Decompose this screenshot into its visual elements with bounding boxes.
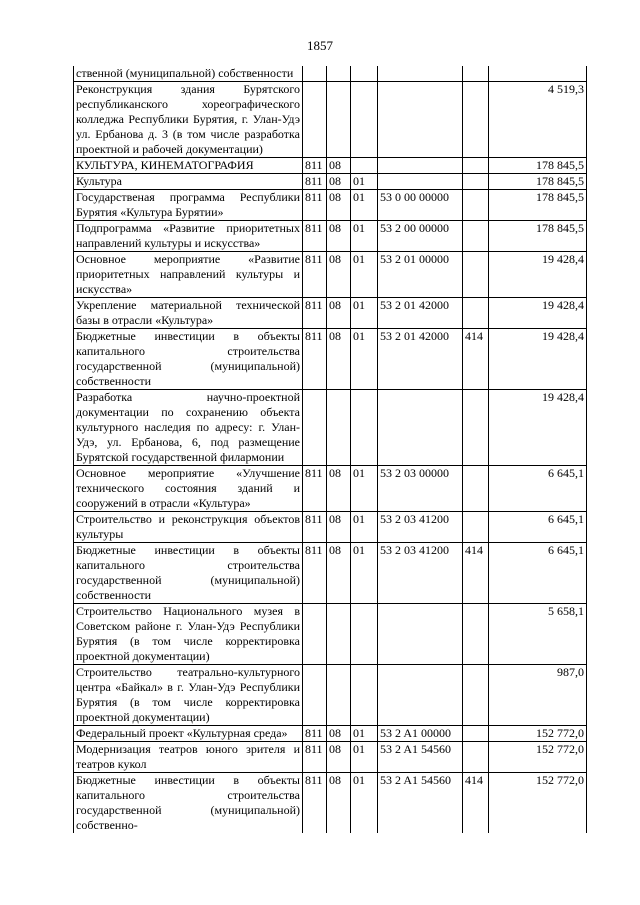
- row-name: Реконструкция здания Бурятского республиканского хореографического колледжа Республики Бурятия, г. Улан-Удэ ул. Ербанова д. 3 (в том числе разработка проектной и рабочей документации): [74, 82, 303, 158]
- amount: 178 845,5: [489, 221, 587, 252]
- table-row: [74, 158, 587, 174]
- target-article-code: [378, 158, 463, 174]
- target-article-code: 53 2 A1 00000: [378, 726, 463, 742]
- table-row: [74, 190, 587, 221]
- row-name: Подпрограмма «Развитие приоритетных направлений культуры и искусства»: [74, 221, 303, 252]
- target-article-code: [378, 174, 463, 190]
- amount: 152 772,0: [489, 726, 587, 742]
- target-article-code: 53 2 03 41200: [378, 512, 463, 543]
- table-row: [74, 726, 587, 742]
- section-code: 08: [327, 190, 351, 221]
- row-name: Бюджетные инвестиции в объекты капитального строительства государственной (муниципальной) собственности: [74, 329, 303, 390]
- expense-type-code: [463, 158, 489, 174]
- table-row: [74, 665, 587, 726]
- table-row: [74, 221, 587, 252]
- subsection-code: [351, 158, 378, 174]
- amount: 6 645,1: [489, 543, 587, 604]
- expense-type-code: [463, 190, 489, 221]
- expense-type-code: [463, 298, 489, 329]
- row-name: Федеральный проект «Культурная среда»: [74, 726, 303, 742]
- target-article-code: [378, 665, 463, 726]
- row-name: ственной (муниципальной) собственности: [74, 66, 303, 82]
- row-name: Строительство театрально-культурного центра «Байкал» в г. Улан-Удэ Республики Бурятия (в том числе корректировка проектной документации): [74, 665, 303, 726]
- expense-type-code: [463, 82, 489, 158]
- target-article-code: [378, 82, 463, 158]
- table-row: [74, 82, 587, 158]
- target-article-code: 53 2 01 42000: [378, 329, 463, 390]
- row-name: Строительство и реконструкция объектов культуры: [74, 512, 303, 543]
- page-number: 1857: [307, 38, 333, 53]
- amount: 987,0: [489, 665, 587, 726]
- row-name: КУЛЬТУРА, КИНЕМАТОГРАФИЯ: [74, 158, 303, 174]
- table-row: [74, 604, 587, 665]
- section-code: [327, 604, 351, 665]
- expense-type-code: [463, 726, 489, 742]
- ministry-code: [303, 66, 327, 82]
- expense-type-code: [463, 174, 489, 190]
- section-code: 08: [327, 329, 351, 390]
- amount: 6 645,1: [489, 512, 587, 543]
- subsection-code: [351, 665, 378, 726]
- section-code: [327, 82, 351, 158]
- target-article-code: 53 2 00 00000: [378, 221, 463, 252]
- row-name: Культура: [74, 174, 303, 190]
- subsection-code: 01: [351, 543, 378, 604]
- subsection-code: 01: [351, 329, 378, 390]
- amount: 178 845,5: [489, 158, 587, 174]
- ministry-code: 811: [303, 543, 327, 604]
- subsection-code: 01: [351, 726, 378, 742]
- row-name: Бюджетные инвестиции в объекты капитального строительства государственной (муниципальной) собственно-: [74, 773, 303, 834]
- expense-type-code: [463, 390, 489, 466]
- target-article-code: [378, 66, 463, 82]
- table-row: [74, 66, 587, 82]
- amount: 178 845,5: [489, 174, 587, 190]
- section-code: [327, 390, 351, 466]
- expense-type-code: [463, 665, 489, 726]
- target-article-code: 53 2 01 00000: [378, 252, 463, 298]
- table-row: [74, 252, 587, 298]
- row-name: Основное мероприятие «Развитие приоритетных направлений культуры и искусства»: [74, 252, 303, 298]
- subsection-code: 01: [351, 466, 378, 512]
- section-code: 08: [327, 543, 351, 604]
- subsection-code: 01: [351, 190, 378, 221]
- row-name: Укрепление материальной технической базы в отрасли «Культура»: [74, 298, 303, 329]
- ministry-code: 811: [303, 252, 327, 298]
- ministry-code: 811: [303, 298, 327, 329]
- subsection-code: 01: [351, 298, 378, 329]
- amount: 5 658,1: [489, 604, 587, 665]
- target-article-code: [378, 390, 463, 466]
- subsection-code: [351, 604, 378, 665]
- table-row: [74, 773, 587, 834]
- section-code: 08: [327, 252, 351, 298]
- target-article-code: 53 2 03 00000: [378, 466, 463, 512]
- ministry-code: 811: [303, 174, 327, 190]
- table-row: [74, 543, 587, 604]
- row-name: Основное мероприятие «Улучшение технического состояния зданий и сооружений в отрасли «Культура»: [74, 466, 303, 512]
- table-row: [74, 512, 587, 543]
- ministry-code: [303, 604, 327, 665]
- ministry-code: 811: [303, 726, 327, 742]
- amount: [489, 66, 587, 82]
- subsection-code: 01: [351, 512, 378, 543]
- section-code: [327, 665, 351, 726]
- target-article-code: 53 2 03 41200: [378, 543, 463, 604]
- ministry-code: 811: [303, 329, 327, 390]
- target-article-code: 53 2 01 42000: [378, 298, 463, 329]
- row-name: Строительство Национального музея в Советском районе г. Улан-Удэ Республики Бурятия (в том числе корректировка проектной документации): [74, 604, 303, 665]
- subsection-code: 01: [351, 252, 378, 298]
- ministry-code: 811: [303, 773, 327, 834]
- section-code: 08: [327, 726, 351, 742]
- ministry-code: 811: [303, 512, 327, 543]
- amount: 19 428,4: [489, 252, 587, 298]
- row-name: Бюджетные инвестиции в объекты капитального строительства государственной (муниципальной) собственности: [74, 543, 303, 604]
- target-article-code: [378, 604, 463, 665]
- subsection-code: [351, 66, 378, 82]
- section-code: 08: [327, 221, 351, 252]
- expense-type-code: [463, 742, 489, 773]
- ministry-code: [303, 82, 327, 158]
- expense-type-code: 414: [463, 543, 489, 604]
- section-code: 08: [327, 466, 351, 512]
- expense-type-code: [463, 66, 489, 82]
- row-name: Государственая программа Республики Бурятия «Культура Бурятии»: [74, 190, 303, 221]
- expense-type-code: [463, 512, 489, 543]
- budget-table: [73, 66, 587, 833]
- section-code: 08: [327, 512, 351, 543]
- expense-type-code: 414: [463, 329, 489, 390]
- amount: 6 645,1: [489, 466, 587, 512]
- ministry-code: [303, 665, 327, 726]
- expense-type-code: [463, 252, 489, 298]
- table-row: [74, 329, 587, 390]
- subsection-code: [351, 390, 378, 466]
- ministry-code: 811: [303, 190, 327, 221]
- table-row: [74, 466, 587, 512]
- expense-type-code: [463, 604, 489, 665]
- ministry-code: 811: [303, 466, 327, 512]
- ministry-code: [303, 390, 327, 466]
- row-name: Модернизация театров юного зрителя и театров кукол: [74, 742, 303, 773]
- amount: 152 772,0: [489, 742, 587, 773]
- ministry-code: 811: [303, 158, 327, 174]
- ministry-code: 811: [303, 742, 327, 773]
- subsection-code: 01: [351, 174, 378, 190]
- section-code: 08: [327, 158, 351, 174]
- table-row: [74, 174, 587, 190]
- amount: 178 845,5: [489, 190, 587, 221]
- amount: 19 428,4: [489, 298, 587, 329]
- target-article-code: 53 2 A1 54560: [378, 742, 463, 773]
- subsection-code: 01: [351, 221, 378, 252]
- row-name: Разработка научно-проектной документации по сохранению объекта культурного наследия по адресу: г. Улан-Удэ, ул. Ербанова, 6, под размещение Бурятской государственной филармонии: [74, 390, 303, 466]
- section-code: [327, 66, 351, 82]
- ministry-code: 811: [303, 221, 327, 252]
- expense-type-code: [463, 466, 489, 512]
- amount: 19 428,4: [489, 329, 587, 390]
- section-code: 08: [327, 773, 351, 834]
- section-code: 08: [327, 298, 351, 329]
- amount: 152 772,0: [489, 773, 587, 834]
- table-row: [74, 742, 587, 773]
- subsection-code: [351, 82, 378, 158]
- section-code: 08: [327, 174, 351, 190]
- expense-type-code: 414: [463, 773, 489, 834]
- subsection-code: 01: [351, 742, 378, 773]
- amount: 19 428,4: [489, 390, 587, 466]
- section-code: 08: [327, 742, 351, 773]
- target-article-code: 53 0 00 00000: [378, 190, 463, 221]
- amount: 4 519,3: [489, 82, 587, 158]
- target-article-code: 53 2 A1 54560: [378, 773, 463, 834]
- table-row: [74, 298, 587, 329]
- expense-type-code: [463, 221, 489, 252]
- table-row: [74, 390, 587, 466]
- subsection-code: 01: [351, 773, 378, 834]
